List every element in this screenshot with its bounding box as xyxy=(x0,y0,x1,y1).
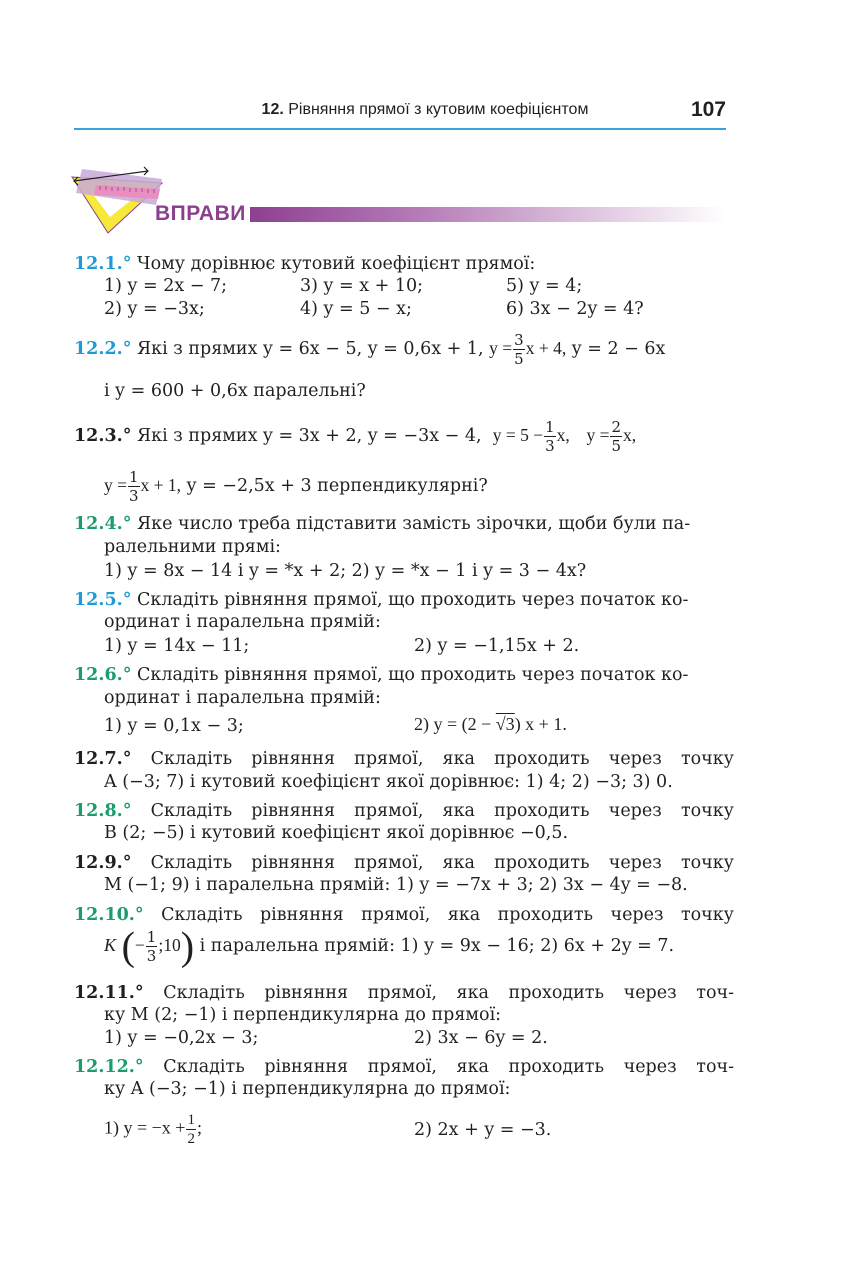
fraction-numerator: 1 xyxy=(187,1112,195,1128)
exercise-12-8 xyxy=(74,800,734,822)
item-2: 2) y = −1,15x + 2. xyxy=(414,636,580,656)
fraction-numerator: 1 xyxy=(146,928,157,946)
fraction-numerator: 2 xyxy=(611,418,621,436)
exercise-12-2 xyxy=(74,331,665,368)
chapter-number: 12. xyxy=(261,101,284,118)
exercise-text: Які з прямих y = 3x + 2, y = −3x − 4, xyxy=(137,426,482,446)
fraction xyxy=(146,928,158,965)
item-2: 2) 3x − 6y = 2. xyxy=(414,1028,548,1048)
section-title: ВПРАВИ xyxy=(155,202,246,225)
fraction-lhs: y = 5 − xyxy=(492,425,544,445)
exercise-line: 1) y = 8x − 14 і y = *x + 2; 2) y = *x − 1 і y = 3 − 4x? xyxy=(104,561,587,581)
item-2-end: ) x + 1. xyxy=(514,714,567,734)
item-1-end: ; xyxy=(196,1117,202,1138)
item-2-start: 2) y = (2 − xyxy=(414,714,496,734)
item-2 xyxy=(414,714,567,735)
exercise-line: M (−1; 9) і паралельна прямій: 1) y = −7x + 3; 2) 3x − 4y = −8. xyxy=(104,875,688,895)
fraction-lhs: y = xyxy=(489,338,513,358)
item-5: 5) y = 4; xyxy=(506,276,583,296)
chapter-title: Рівняння прямої з кутовим коефіцієнтом xyxy=(283,101,589,118)
item-1-start: 1) y = −x + xyxy=(104,1117,186,1138)
exercise-number: 12.5.° xyxy=(74,590,132,610)
exercise-text-tail: y = −2,5x + 3 перпендикулярні? xyxy=(186,476,488,496)
exercise-text: Складіть рівняння прямої, що проходить через початок ко- xyxy=(137,665,689,685)
fraction xyxy=(186,1111,196,1148)
exercise-text: Складіть рівняння прямої, яка проходить через точку xyxy=(150,853,734,873)
item-3: 3) y = x + 10; xyxy=(300,276,424,296)
exercise-line: ординат і паралельна прямій: xyxy=(104,688,381,708)
exercise-line: A (−3; 7) і кутовий коефіцієнт якої дорівнює: 1) 4; 2) −3; 3) 0. xyxy=(104,772,673,792)
exercise-number: 12.9.° xyxy=(74,853,132,873)
point-sign: − xyxy=(134,935,145,955)
square-root: √3 xyxy=(495,714,515,734)
left-paren: ( xyxy=(121,923,135,969)
exercise-line: ралельними прямі: xyxy=(104,537,281,557)
exercise-number: 12.4.° xyxy=(74,514,132,534)
item-2: 2) 2x + y = −3. xyxy=(414,1120,552,1140)
exercise-text: Складіть рівняння прямої, яка проходить через точку xyxy=(150,749,734,769)
fraction-rhs: x, xyxy=(556,425,570,445)
point-rest: ;10 xyxy=(158,935,181,955)
exercise-12-6 xyxy=(74,664,734,686)
fraction-numerator: 3 xyxy=(514,331,524,349)
exercise-line: ку A (−3; −1) і перпендикулярна до прямої: xyxy=(104,1079,511,1099)
item-2: 2) y = −3x; xyxy=(104,299,205,319)
fraction-denominator: 5 xyxy=(611,437,621,455)
exercise-number: 12.2.° xyxy=(74,339,132,359)
exercise-text: Які з прямих y = 6x − 5, y = 0,6x + 1, xyxy=(137,339,484,359)
exercise-number: 12.10.° xyxy=(74,905,144,925)
item-4: 4) y = 5 − x; xyxy=(300,299,412,319)
exercise-text: Складіть рівняння прямої, що проходить через початок ко- xyxy=(137,590,689,610)
exercise-text: Складіть рівняння прямої, яка проходить через точку xyxy=(161,905,734,925)
exercise-12-11 xyxy=(74,982,734,1004)
item-1: 1) y = 2x − 7; xyxy=(104,276,228,296)
fraction-denominator: 3 xyxy=(129,487,139,505)
exercise-text-tail: y = 2 − 6x xyxy=(571,339,666,359)
exercise-line xyxy=(104,468,488,505)
exercise-number: 12.12.° xyxy=(74,1057,144,1077)
fraction-rhs: x + 4, xyxy=(525,338,567,358)
fraction-denominator: 3 xyxy=(146,947,157,965)
exercise-12-1 xyxy=(74,253,734,275)
item-6: 6) 3x − 2y = 4? xyxy=(506,299,644,319)
exercise-line xyxy=(104,923,675,969)
item-1 xyxy=(104,1111,202,1148)
page-number: 107 xyxy=(690,98,726,121)
exercise-text: Складіть рівняння прямої, яка проходить через точ- xyxy=(163,983,734,1003)
exercise-12-3 xyxy=(74,418,636,455)
exercise-number: 12.6.° xyxy=(74,665,132,685)
header-rule xyxy=(74,128,726,130)
fraction-lhs: y = xyxy=(586,425,610,445)
exercise-line: ординат і паралельна прямій: xyxy=(104,612,381,632)
exercise-number: 12.7.° xyxy=(74,749,132,769)
fraction-numerator: 1 xyxy=(545,418,555,436)
exercise-line: ку M (2; −1) і перпендикулярна до прямої: xyxy=(104,1005,502,1025)
exercise-line: і y = 600 + 0,6x паралельні? xyxy=(104,381,366,401)
right-paren: ) xyxy=(180,923,195,969)
fraction xyxy=(610,418,622,455)
exercise-12-9 xyxy=(74,852,734,874)
exercise-12-4 xyxy=(74,513,734,535)
exercise-text: Чому дорівнює кутовий коефіцієнт прямої: xyxy=(137,254,536,274)
fraction-rhs: x + 1, xyxy=(140,475,182,495)
exercise-text: Складіть рівняння прямої, яка проходить через точку xyxy=(150,801,734,821)
fraction xyxy=(128,468,140,505)
fraction xyxy=(513,331,525,368)
item-1: 1) y = 14x − 11; xyxy=(104,636,250,656)
fraction-rhs: x, xyxy=(623,425,637,445)
item-1: 1) y = 0,1x − 3; xyxy=(104,716,244,736)
exercise-number: 12.1.° xyxy=(74,254,132,274)
exercise-12-12 xyxy=(74,1056,734,1078)
point-name: K xyxy=(104,935,117,955)
exercise-number: 12.3.° xyxy=(74,426,132,446)
fraction xyxy=(544,418,556,455)
fraction-lhs: y = xyxy=(104,475,127,495)
section-bar xyxy=(250,207,726,222)
fraction-numerator: 1 xyxy=(129,468,139,486)
exercise-12-5 xyxy=(74,589,734,611)
fraction-denominator: 3 xyxy=(545,437,555,455)
fraction-denominator: 2 xyxy=(187,1131,195,1147)
exercise-number: 12.11.° xyxy=(74,983,144,1003)
exercise-text: Складіть рівняння прямої, яка проходить через точ- xyxy=(163,1057,734,1077)
exercise-text-tail: і паралельна прямій: 1) y = 9x − 16; 2) 6x + 2y = 7. xyxy=(199,936,675,956)
exercise-12-10 xyxy=(74,904,734,926)
exercise-number: 12.8.° xyxy=(74,801,132,821)
item-1: 1) y = −0,2x − 3; xyxy=(104,1028,259,1048)
exercise-line: B (2; −5) і кутовий коефіцієнт якої дорівнює −0,5. xyxy=(104,823,569,843)
exercise-text: Яке число треба підставити замість зірочки, щоби були па- xyxy=(137,514,691,534)
fraction-denominator: 5 xyxy=(514,350,524,368)
exercise-12-7 xyxy=(74,748,734,770)
